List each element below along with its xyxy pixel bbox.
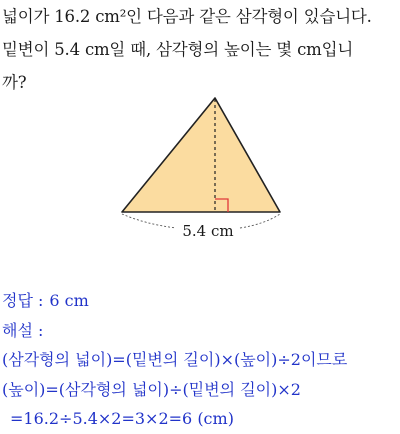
solution-line-3: =16.2÷5.4×2=3×2=6 (cm) [10,409,234,428]
triangle-shape [122,98,280,212]
solution-label: 해설 : [2,320,44,340]
answer-label: 정답 : [2,291,44,310]
triangle-figure [100,92,310,242]
question-line-2: 밑변이 5.4 cm일 때, 삼각형의 높이는 몇 cm입니 [2,40,354,59]
answer-line [2,286,398,316]
base-dimension-arc-left [122,214,176,228]
base-length-label: 5.4 cm [182,222,234,240]
solution-line-1: (삼각형의 넓이)=(밑변의 길이)×(높이)÷2이므로 [2,350,348,369]
question-line-3: 까? [2,73,27,92]
question-line-1: 넓이가 16.2 cm²인 다음과 같은 삼각형이 있습니다. [2,7,372,26]
question-text [2,0,398,99]
answer-section [2,286,398,434]
answer-value: 6 cm [49,291,89,310]
base-dimension-arc-right [240,214,280,228]
solution-line-2: (높이)=(삼각형의 넓이)÷(밑변의 길이)×2 [2,379,301,399]
